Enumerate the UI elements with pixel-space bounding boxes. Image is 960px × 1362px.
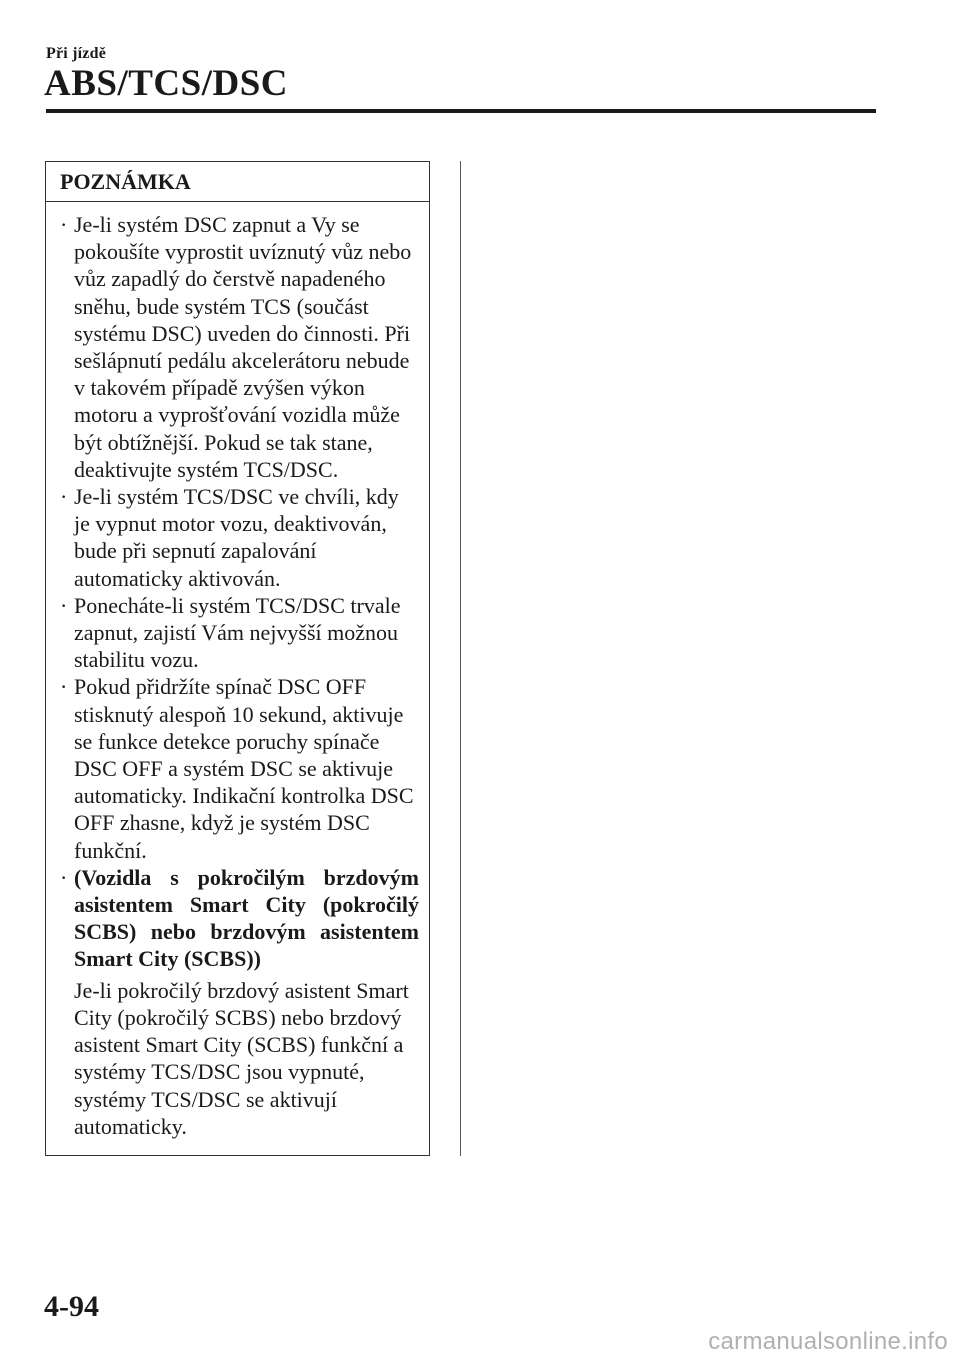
bullet-icon: · xyxy=(60,212,68,237)
note-item-text: Pokud přidržíte spínač DSC OFF stisknutý alespoň 10 sekund, aktivuje se funkce detekce poruchy spínače DSC OFF a systém DSC se aktivuje automaticky. Indikační kontrolka DSC OFF zhasne, když je systém DSC funkční. xyxy=(74,674,414,863)
note-item-bold-lead: (Vozidla s pokročilým brzdovým asistentem Smart City (pokročilý SCBS) nebo brzdovým asistentem Smart City (SCBS)) xyxy=(74,864,419,972)
watermark: carmanualsonline.info xyxy=(708,1328,948,1355)
note-item-3 xyxy=(60,592,419,674)
note-item-text: Je-li systém TCS/DSC ve chvíli, kdy je vypnut motor vozu, deaktivován, bude při sepnutí zapalování automaticky aktivován. xyxy=(74,484,399,591)
page-number: 4-94 xyxy=(44,1290,99,1323)
note-list xyxy=(46,202,429,1140)
bullet-icon: · xyxy=(60,674,68,700)
section-label: Při jízdě xyxy=(46,45,106,62)
note-heading: POZNÁMKA xyxy=(46,162,429,202)
note-item-2 xyxy=(60,483,419,592)
note-box xyxy=(45,161,430,1156)
note-item-text: Je-li pokročilý brzdový asistent Smart City (pokročilý SCBS) nebo brzdový asistent Smart City (SCBS) funkční a systémy TCS/DSC jsou vypnuté, systémy TCS/DSC se aktivují automaticky. xyxy=(74,977,409,1139)
note-item-text: Je-li systém DSC zapnut a Vy se pokoušíte vyprostit uvíznutý vůz nebo vůz zapadlý do čerstvě napadeného sněhu, bude systém TCS (součást systému DSC) uveden do činnosti. Při sešlápnutí pedálu akcelerátoru nebude v takovém případě zvýšen výkon motoru a vyprošťování vozidla může být obtížnější. Pokud se tak stane, deaktivujte systém TCS/DSC. xyxy=(74,212,412,482)
note-item-1 xyxy=(60,211,419,483)
note-item-text: Ponecháte-li systém TCS/DSC trvale zapnut, zajistí Vám nejvyšší možnou stabilitu vozu. xyxy=(74,592,401,673)
page-title: ABS/TCS/DSC xyxy=(44,63,289,104)
bullet-icon: · xyxy=(60,484,68,510)
bullet-icon: · xyxy=(60,864,68,890)
note-item-4 xyxy=(60,673,419,863)
bullet-icon: · xyxy=(60,592,68,618)
column-divider xyxy=(460,161,461,1156)
note-item-5 xyxy=(60,864,419,1140)
title-rule xyxy=(46,109,876,113)
